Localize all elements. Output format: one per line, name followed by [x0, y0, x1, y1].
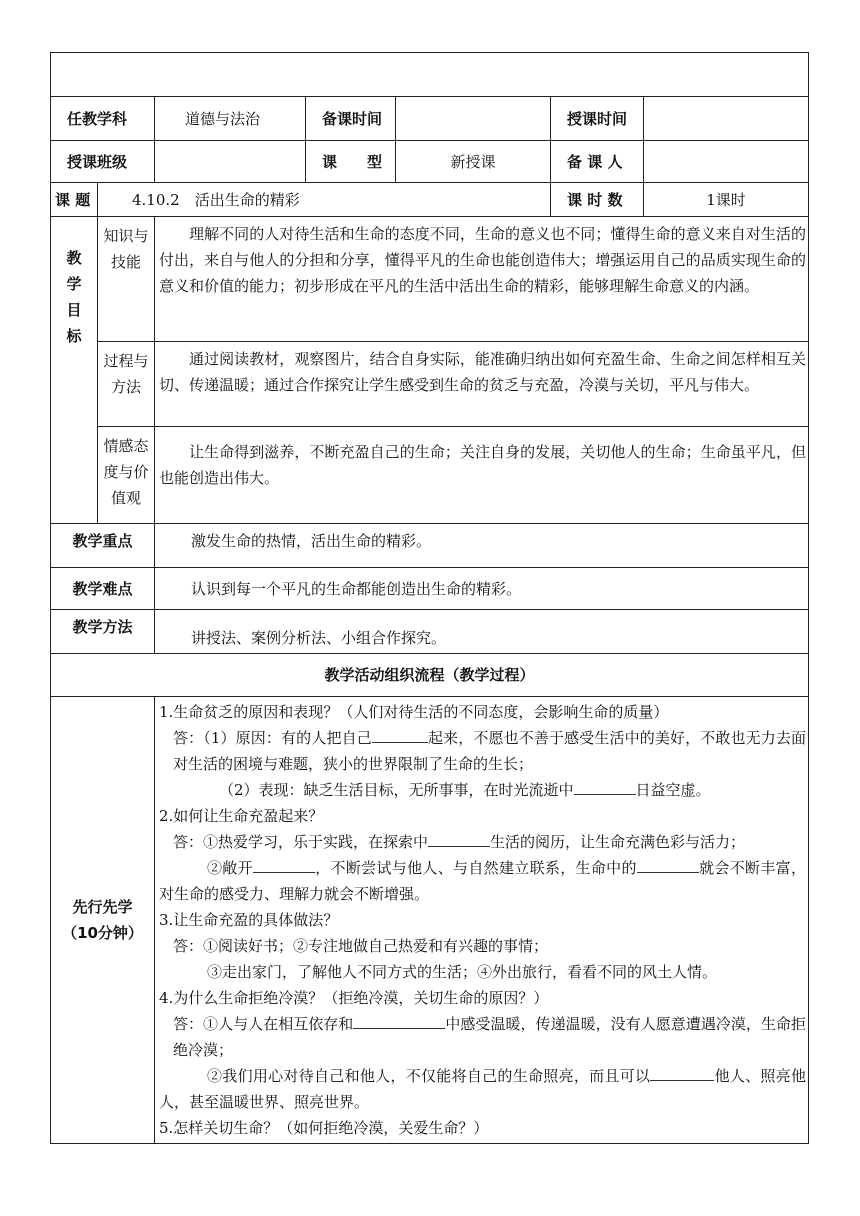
fill-blank [637, 858, 699, 873]
header-row-3 [51, 183, 809, 217]
difficulty-row [51, 568, 809, 610]
question-3: 3.让生命充盈的具体做法？ [159, 911, 339, 929]
lesson-plan-table [50, 52, 809, 1144]
class-value [155, 141, 306, 183]
hours-value: 1课时 [644, 183, 809, 217]
objectives-label-text: 教学目标 [66, 249, 82, 345]
question-4: 4.为什么生命拒绝冷漠？（拒绝冷漠，关切生命的原因？） [159, 989, 549, 1007]
objective-knowledge-label: 知识与技能 [98, 217, 155, 342]
key-point-text: 激发生命的热情，活出生命的精彩。 [155, 524, 809, 568]
question-2: 2.如何让生命充盈起来？ [159, 807, 324, 825]
fill-blank [372, 728, 428, 743]
fill-blank [253, 858, 315, 873]
objective-row-emotion [51, 427, 809, 524]
preview-label-line1: 先行先学 [72, 898, 133, 916]
topic-label: 课 题 [51, 183, 98, 217]
method-text: 讲授法、案例分析法、小组合作探究。 [155, 610, 809, 654]
question-5: 5.怎样关切生命？（如何拒绝冷漠，关爱生命？） [159, 1119, 489, 1137]
key-point-label: 教学重点 [51, 524, 155, 568]
teach-time-value [644, 97, 809, 141]
answer-text: 答：①热爱学习，乐于实践，在探索中 [173, 833, 429, 851]
title-cell [51, 53, 809, 97]
answer-2-1 [159, 829, 806, 855]
type-value: 新授课 [396, 141, 551, 183]
objectives-label [51, 217, 98, 524]
answer-3-1: 答：①阅读好书；②专注地做自己热爱和有兴趣的事情； [173, 937, 549, 955]
objective-process-text: 通过阅读教材，观察图片，结合自身实际，能准确归纳出如何充盈生命、生命之间怎样相互关切、传递温暖；通过合作探究让学生感受到生命的贫乏与充盈，冷漠与关切，平凡与伟大。 [155, 342, 809, 427]
answer-text: 就会不断丰富，对生命的感受力、理解力就会不断增强。 [159, 859, 806, 903]
type-label: 课 型 [306, 141, 396, 183]
difficulty-label: 教学难点 [51, 568, 155, 610]
answer-text: ②我们用心对待自己和他人，不仅能将自己的生命照亮，而且可以 [207, 1067, 651, 1085]
preview-row [51, 697, 809, 1144]
process-title: 教学活动组织流程（教学过程） [51, 654, 809, 697]
teach-time-label: 授课时间 [551, 97, 644, 141]
header-row-2 [51, 141, 809, 183]
prep-time-value [396, 97, 551, 141]
subject-label: 任教学科 [51, 97, 155, 141]
fill-blank [650, 1066, 714, 1081]
answer-2-2 [159, 855, 806, 907]
preview-label [51, 697, 155, 1144]
answer-text: ，不断尝试与他人、与自然建立联系，生命中的 [314, 859, 637, 877]
method-row [51, 610, 809, 654]
answer-text: ②敞开 [207, 859, 253, 877]
preparer-value [644, 141, 809, 183]
objective-emotion-text: 让生命得到滋养，不断充盈自己的生命；关注自身的发展，关切他人的生命；生命虽平凡，但也能创造出伟大。 [155, 427, 809, 524]
question-1: 1.生命贫乏的原因和表现？（人们对待生活的不同态度，会影响生命的质量） [159, 703, 669, 721]
answer-text: 日益空虚。 [635, 781, 711, 799]
answer-text: （2）表现：缺乏生活目标，无所事事，在时光流逝中 [219, 781, 574, 799]
fill-blank [353, 1014, 445, 1029]
subject-value: 道德与法治 [155, 97, 306, 141]
preview-label-line2: （10分钟） [62, 924, 143, 942]
answer-text: 他人、照亮他人，甚至温暖世界、照亮世界。 [159, 1067, 806, 1111]
answer-1-1 [159, 725, 806, 777]
process-title-row [51, 654, 809, 697]
objective-process-label: 过程与方法 [98, 342, 155, 427]
prep-time-label: 备课时间 [306, 97, 396, 141]
title-row [51, 53, 809, 97]
answer-text: 中感受温暖，传递温暖，没有人愿意遭遇冷漠，生命拒绝冷漠； [173, 1015, 807, 1059]
answer-3-2: ③走出家门，了解他人不同方式的生活；④外出旅行，看看不同的风土人情。 [207, 963, 718, 981]
answer-text: 起来，不愿也不善于感受生活中的美好，不敢也无力去面对生活的困境与难题，狭小的世界限制了生命的生长； [173, 729, 807, 773]
answer-text: 答：（1）原因：有的人把自己 [173, 729, 372, 747]
objective-knowledge-text: 理解不同的人对待生活和生命的态度不同，生命的意义也不同；懂得生命的意义来自对生活的付出，来自与他人的分担和分享，懂得平凡的生命也能创造伟大；增强运用自己的品质实现生命的意义和价值的能力；初步形成在平凡的生活中活出生命的精彩，能够理解生命意义的内涵。 [155, 217, 809, 342]
topic-value: 4.10.2 活出生命的精彩 [98, 183, 551, 217]
objective-row-process [51, 342, 809, 427]
difficulty-text: 认识到每一个平凡的生命都能创造出生命的精彩。 [155, 568, 809, 610]
answer-1-2 [159, 777, 806, 803]
hours-label: 课 时 数 [551, 183, 644, 217]
answer-text: 生活的阅历，让生命充满色彩与活力； [490, 833, 746, 851]
method-label: 教学方法 [51, 610, 155, 654]
answer-4-1 [159, 1011, 806, 1063]
header-row-1 [51, 97, 809, 141]
objective-row-knowledge [51, 217, 809, 342]
lesson-plan-document [50, 52, 808, 1144]
fill-blank [428, 832, 490, 847]
answer-text: 答：①人与人在相互依存和 [173, 1015, 354, 1033]
objective-emotion-label: 情感态度与价值观 [98, 427, 155, 524]
answer-4-2 [159, 1063, 806, 1115]
preparer-label: 备 课 人 [551, 141, 644, 183]
preview-content [155, 697, 809, 1144]
class-label: 授课班级 [51, 141, 155, 183]
fill-blank [574, 780, 636, 795]
key-point-row [51, 524, 809, 568]
